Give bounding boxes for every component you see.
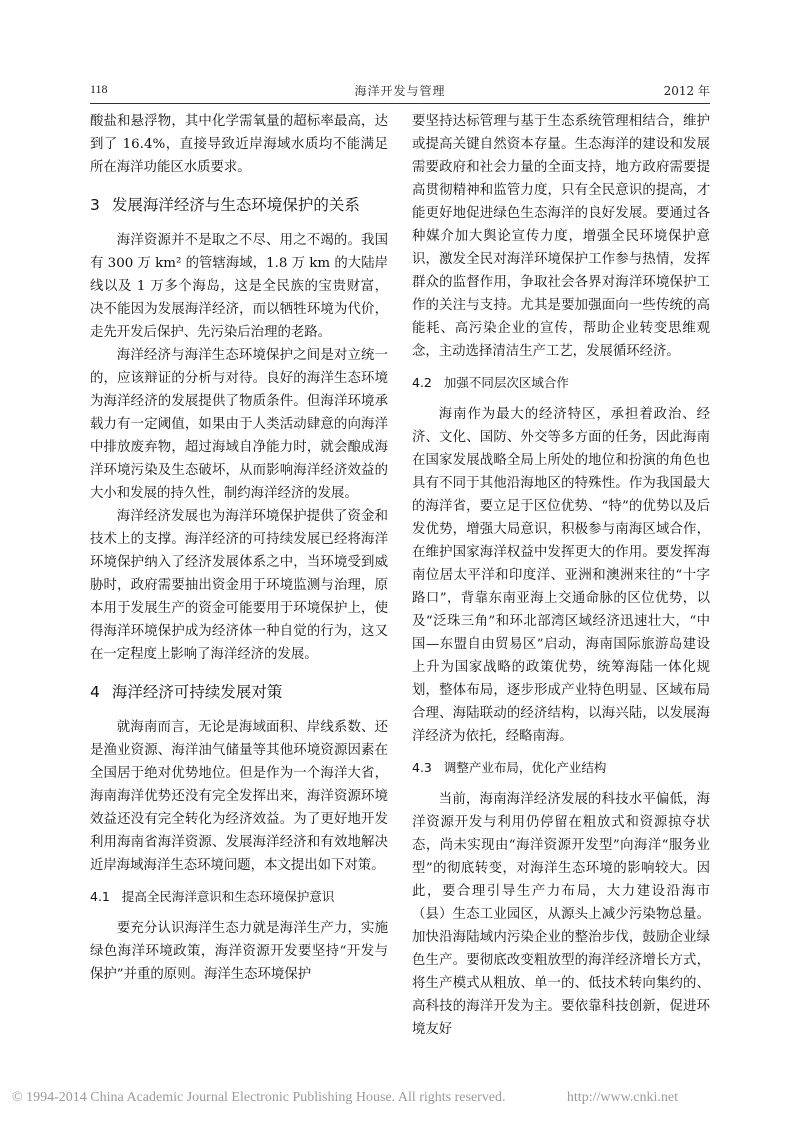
subsection-title: 调整产业布局，优化产业结构	[443, 760, 607, 775]
subsection-4-3-heading	[412, 758, 710, 778]
paragraph: 要充分认识海洋生态力就是海洋生产力，实施绿色海洋环境政策，海洋资源开发要坚持“开发与保护”并重的原则。海洋生态环境保护	[90, 921, 388, 982]
section-3-heading	[90, 193, 388, 217]
subsection-4-1-heading	[90, 887, 388, 907]
copyright-footer	[12, 1090, 788, 1106]
publication-year: 2012 年	[663, 84, 710, 98]
paragraph: 海洋资源并不是取之不尽、用之不竭的。我国有 300 万 km² 的管辖海域，1.8 万 km 的大陆岸线以及 1 万多个海岛，这是全民族的宝贵财富，决不能因为发展海洋经济，而以牺牲环境为代价，走先开发后保护、先污染后治理的老路。	[90, 233, 388, 340]
subsection-number: 4.1	[90, 889, 110, 904]
paragraph: 就海南而言，无论是海域面积、岸线系数、还是渔业资源、海洋油气储量等其他环境资源因素在全国居于绝对优势地位。但是作为一个海洋大省，海南海洋优势还没有完全发挥出来，海洋资源环境效益还没有完全转化为经济效益。为了更好地开发利用海南省海洋资源、发展海洋经济和有效地解决近岸海域海洋生态环境问题，本文提出如下对策。	[90, 720, 388, 873]
journal-title: 海洋开发与管理	[354, 84, 446, 98]
paragraph: 海南作为最大的经济特区，承担着政治、经济、文化、国防、外交等多方面的任务，因此海南在国家发展战略全局上所处的地位和扮演的角色也具有不同于其他沿海地区的特殊性。作为我国最大的海洋省，要立足于区位优势、“特”的优势以及后发优势，增强大局意识，积极参与南海区域合作，在维护国家海洋权益中发挥更大的作用。要发挥海南位居太平洋和印度洋、亚洲和澳洲来往的“十字路口”，背靠东南亚海上交通命脉的区位优势，以及“泛珠三角”和环北部湾区域经济迅速壮大，“中国—东盟自由贸易区”启动，海南国际旅游岛建设上升为国家战略的政策优势，统筹海陆一体化规划，整体布局，逐步形成产业特色明显、区域布局合理、海陆联动的经济结构，以海兴陆，以发展海洋经济为依托，经略南海。	[412, 407, 710, 744]
subsection-4-2-heading	[412, 373, 710, 393]
paragraph: 海洋经济发展也为海洋环境保护提供了资金和技术上的支撑。海洋经济的可持续发展已经将海洋环境保护纳入了经济发展体系之中，当环境受到威胁时，政府需要抽出资金用于环境监测与治理，原本用于发展生产的资金可能要用于环境保护上，使得海洋环境保护成为经济体一种自觉的行为，这又在一定程度上影响了海洋经济的发展。	[90, 509, 388, 662]
page-header	[90, 80, 710, 102]
continued-paragraph: 酸盐和悬浮物，其中化学需氧量的超标率最高，达到了 16.4%，直接导致近岸海域水质均不能满足所在海洋功能区水质要求。	[90, 114, 388, 175]
subsection-number: 4.3	[412, 760, 432, 775]
continued-paragraph: 要坚持达标管理与基于生态系统管理相结合，维护或提高关键自然资本存量。生态海洋的建设和发展需要政府和社会力量的全面支持，地方政府需要提高贯彻精神和监管力度，只有全民意识的提高，才能更好地促进绿色生态海洋的良好发展。要通过各种媒介加大舆论宣传力度，增强全民环境保护意识，激发全民对海洋环境保护工作参与热情，发挥群众的监督作用，争取社会各界对海洋环境保护工作的关注与支持。尤其是要加强面向一些传统的高能耗、高污染企业的宣传，帮助企业转变思维观念，主动选择清洁生产工艺，发展循环经济。	[412, 114, 710, 359]
section-title: 发展海洋经济与生态环境保护的关系	[111, 196, 360, 214]
copyright-notice: © 1994-2014 China Academic Journal Electronic Publishing House. All rights reserved.	[12, 1090, 506, 1105]
subsection-number: 4.2	[412, 375, 432, 390]
paragraph: 当前，海南海洋经济发展的科技水平偏低，海洋资源开发与利用仍停留在粗放式和资源掠夺状态，尚未实现由“海洋资源开发型”向海洋“服务业型”的彻底转变，对海洋生态环境的影响较大。因此，要合理引导生产力布局，大力建设沿海市（县）生态工业园区，从源头上减少污染物总量。加快沿海陆域内污染企业的整治步伐，鼓励企业绿色生产。要彻底改变粗放型的海洋经济增长方式，将生产模式从粗放、单一的、低技术转向集约的、高科技的海洋开发为主。要依靠科技创新，促进环境友好	[412, 792, 710, 1037]
subsection-title: 加强不同层次区域合作	[443, 375, 569, 390]
header-rule	[90, 103, 710, 104]
section-4-heading	[90, 680, 388, 704]
subsection-title: 提高全民海洋意识和生态环境保护意识	[121, 889, 335, 904]
left-column	[90, 110, 388, 986]
section-number: 4	[90, 683, 100, 701]
footer-url[interactable]: http://www.cnki.net	[566, 1090, 678, 1105]
page-number: 118	[90, 82, 108, 96]
section-number: 3	[90, 196, 100, 214]
section-title: 海洋经济可持续发展对策	[111, 683, 283, 701]
paragraph: 海洋经济与海洋生态环境保护之间是对立统一的，应该辩证的分析与对待。良好的海洋生态环境为海洋经济的发展提供了物质条件。但海洋环境承载力有一定阈值，如果由于人类活动肆意的向海洋中排放废弃物，超过海域自净能力时，就会酿成海洋环境污染及生态破坏，从而影响海洋经济效益的大小和发展的持久性，制约海洋经济的发展。	[90, 348, 388, 501]
right-column	[412, 110, 710, 1041]
